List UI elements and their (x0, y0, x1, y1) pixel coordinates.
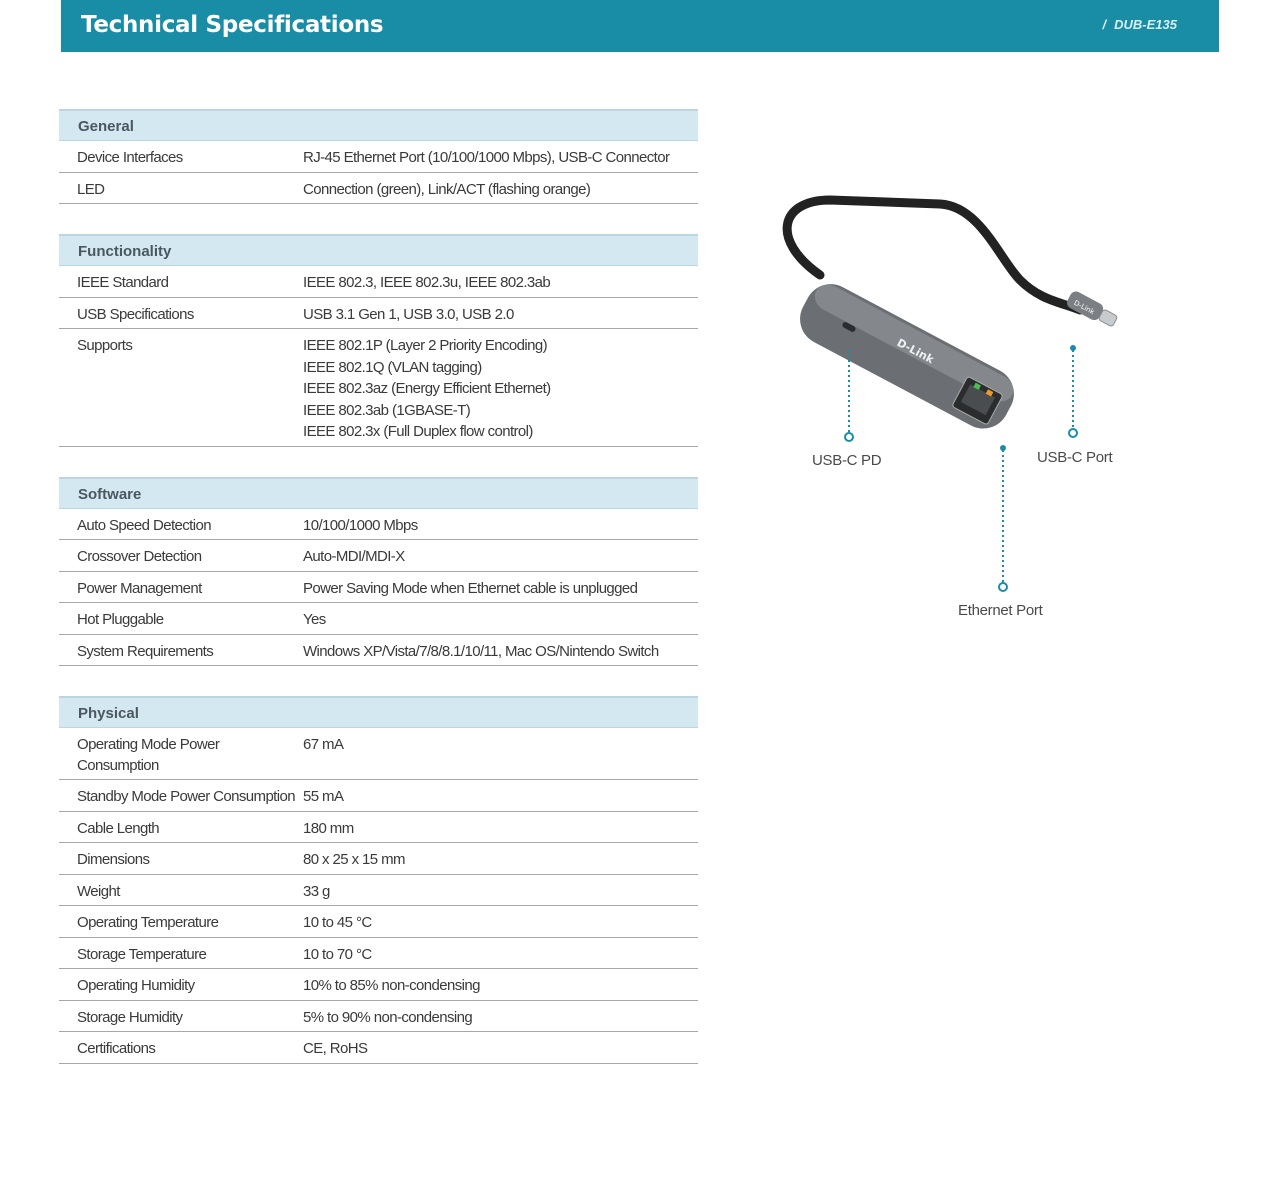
spec-value: USB 3.1 Gen 1, USB 3.0, USB 2.0 (303, 305, 514, 323)
spec-value: Power Saving Mode when Ethernet cable is unplugged (303, 579, 638, 597)
section-heading: General (59, 109, 698, 141)
spec-value: Connection (green), Link/ACT (flashing orange) (303, 180, 591, 198)
spec-label: Auto Speed Detection (77, 516, 211, 534)
spec-value: Auto-MDI/MDI-X (303, 548, 405, 565)
spec-row (59, 509, 698, 541)
spec-label: Storage Temperature (77, 945, 207, 963)
spec-label: Operating Mode Power Consumption (77, 736, 220, 774)
spec-row (59, 875, 698, 907)
spec-row (59, 141, 698, 173)
spec-label: LED (77, 180, 105, 198)
spec-label: Standby Mode Power Consumption (77, 788, 295, 805)
page-title: Technical Specifications (81, 12, 384, 38)
spec-label: Weight (77, 882, 120, 900)
spec-value: IEEE 802.1P (Layer 2 Priority Encoding) IEEE 802.1Q (VLAN tagging) IEEE 802.3az (Energy Efficient Ethernet) IEEE 802.3ab (1GBASE-T) IEEE 802.3x (Full Duplex flow control) (303, 337, 551, 440)
spec-row (59, 635, 698, 667)
callout-usb-c-pd: USB-C PD (812, 452, 882, 469)
spec-value: RJ-45 Ethernet Port (10/100/1000 Mbps), USB-C Connector (303, 149, 670, 166)
spec-value: 80 x 25 x 15 mm (303, 851, 405, 868)
spec-table (59, 109, 698, 1094)
spec-row (59, 603, 698, 635)
spec-row (59, 969, 698, 1001)
spec-label: Device Interfaces (77, 149, 183, 166)
spec-row (59, 540, 698, 572)
spec-value: 55 mA (303, 788, 344, 805)
spec-value: CE, RoHS (303, 1040, 368, 1057)
spec-label: IEEE Standard (77, 274, 169, 291)
spec-section-functionality (59, 234, 698, 447)
spec-row (59, 1001, 698, 1033)
spec-section-general (59, 109, 698, 204)
svg-text:D-Link: D-Link (894, 336, 937, 367)
spec-label: Power Management (77, 579, 202, 597)
spec-label: Dimensions (77, 851, 150, 868)
spec-section-software (59, 477, 698, 667)
spec-row (59, 906, 698, 938)
header-slash: / (1102, 17, 1107, 32)
model-number: DUB-E135 (1114, 17, 1177, 32)
spec-row (59, 780, 698, 812)
spec-label: USB Specifications (77, 305, 194, 323)
section-heading: Software (59, 477, 698, 509)
model-label (1103, 17, 1177, 32)
spec-value: Windows XP/Vista/7/8/8.1/10/11, Mac OS/Nintendo Switch (303, 642, 659, 660)
spec-label: Certifications (77, 1040, 156, 1057)
spec-row (59, 1032, 698, 1064)
spec-value: 33 g (303, 882, 330, 900)
spec-row (59, 843, 698, 875)
spec-label: Hot Pluggable (77, 611, 164, 628)
section-heading: Functionality (59, 234, 698, 266)
spec-label: System Requirements (77, 642, 214, 660)
spec-row (59, 812, 698, 844)
spec-value: 10/100/1000 Mbps (303, 516, 418, 534)
spec-value: IEEE 802.3, IEEE 802.3u, IEEE 802.3ab (303, 274, 551, 291)
spec-label: Crossover Detection (77, 548, 202, 565)
callout-ethernet-port: Ethernet Port (958, 602, 1043, 619)
spec-value: 10% to 85% non-condensing (303, 977, 480, 994)
spec-row (59, 173, 698, 205)
svg-text:D-Link: D-Link (1072, 298, 1096, 317)
spec-section-physical (59, 696, 698, 1064)
spec-row (59, 938, 698, 970)
spec-value: 67 mA (303, 736, 344, 753)
spec-label: Operating Humidity (77, 977, 195, 994)
product-illustration (760, 180, 1160, 640)
spec-value: Yes (303, 611, 326, 628)
spec-row (59, 329, 698, 447)
spec-value: 180 mm (303, 819, 354, 837)
spec-row (59, 266, 698, 298)
section-heading: Physical (59, 696, 698, 728)
spec-row (59, 572, 698, 604)
spec-value: 10 to 70 °C (303, 945, 372, 963)
spec-row (59, 298, 698, 330)
spec-value: 10 to 45 °C (303, 914, 372, 931)
spec-label: Operating Temperature (77, 914, 219, 931)
usb-ethernet-adapter-image (760, 180, 1160, 640)
spec-label: Storage Humidity (77, 1008, 183, 1026)
page-header (61, 0, 1219, 52)
spec-value: 5% to 90% non-condensing (303, 1008, 473, 1026)
spec-label: Supports (77, 337, 133, 354)
spec-row (59, 728, 698, 780)
spec-label: Cable Length (77, 819, 160, 837)
callout-usb-c-port: USB-C Port (1037, 449, 1113, 466)
